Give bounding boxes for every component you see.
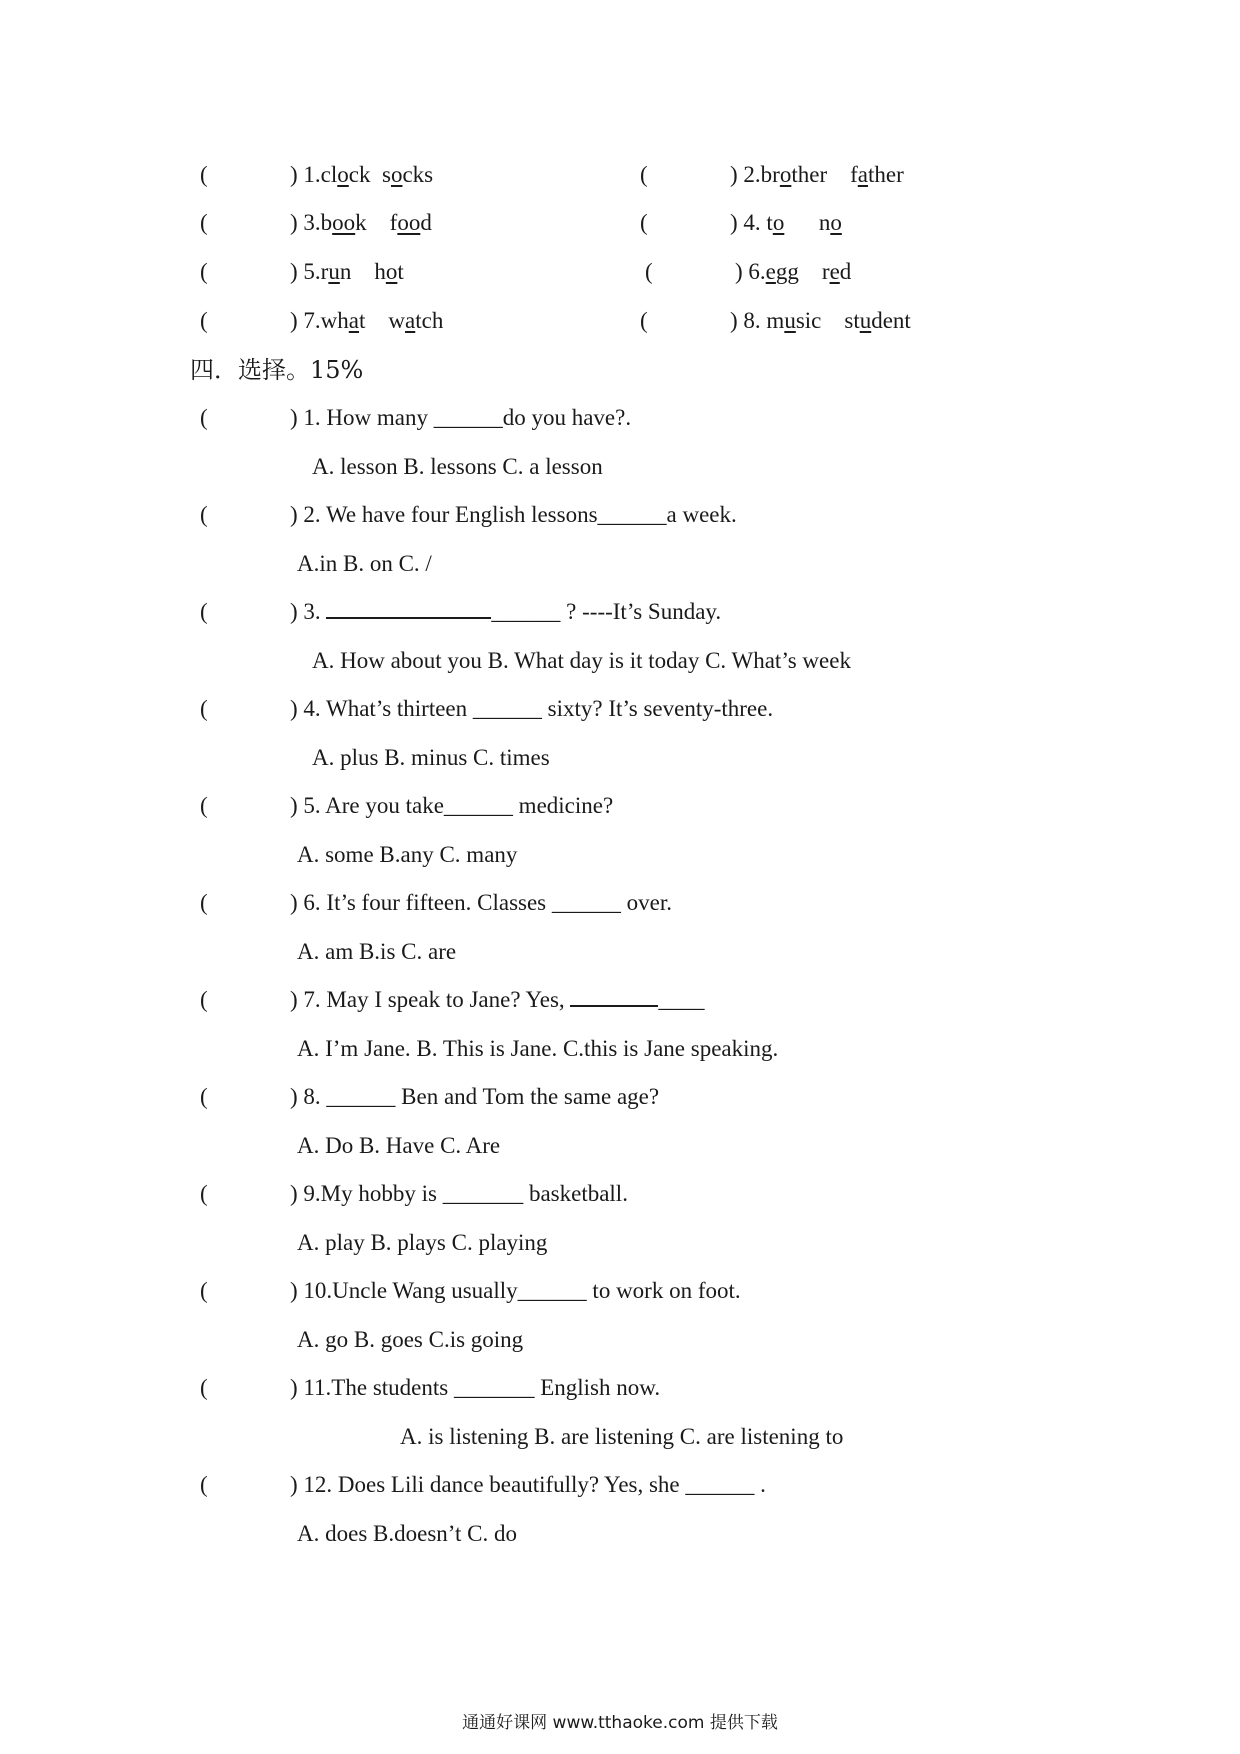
question-3: ) 3. ______ ? ----It’s Sunday. — [290, 599, 722, 624]
footer-credit: 通通好课网 www.tthaoke.com 提供下载 — [462, 1713, 778, 1733]
options-4: A. plus B. minus C. times — [312, 745, 550, 770]
question-6: ) 6. It’s four fifteen. Classes ______ over. — [290, 890, 672, 915]
pair-item-6: ) 6.egg red — [735, 259, 852, 284]
pair-item-4: ) 4. to no — [730, 210, 842, 235]
options-7: A. I’m Jane. B. This is Jane. C.this is Jane speaking. — [297, 1036, 779, 1061]
answer-paren-4: ( — [640, 210, 648, 235]
pair-item-7: ) 7.what watch — [290, 308, 444, 333]
pair-item-1: ) 1.clock socks — [290, 162, 434, 187]
question-paren: ( — [200, 793, 208, 818]
question-paren: ( — [200, 1375, 208, 1400]
pair-item-2: ) 2.brother father — [730, 162, 904, 187]
answer-paren-6: ( — [645, 259, 653, 284]
question-4: ) 4. What’s thirteen ______ sixty? It’s seventy-three. — [290, 696, 774, 721]
question-10: ) 10.Uncle Wang usually______ to work on foot. — [290, 1278, 741, 1303]
question-paren: ( — [200, 696, 208, 721]
question-2: ) 2. We have four English lessons______a week. — [290, 502, 737, 527]
question-paren: ( — [200, 1472, 208, 1497]
options-2: A.in B. on C. / — [297, 551, 432, 576]
question-paren: ( — [200, 599, 208, 624]
options-9: A. play B. plays C. playing — [297, 1230, 548, 1255]
question-paren: ( — [200, 1181, 208, 1206]
question-12: ) 12. Does Lili dance beautifully? Yes, she ______ . — [290, 1472, 766, 1497]
answer-paren-8: ( — [640, 308, 648, 333]
answer-paren-1: ( — [200, 162, 208, 187]
question-paren: ( — [200, 405, 208, 430]
options-11: A. is listening B. are listening C. are listening to — [400, 1424, 844, 1449]
options-6: A. am B.is C. are — [297, 939, 457, 964]
question-1: ) 1. How many ______do you have?. — [290, 405, 632, 430]
question-9: ) 9.My hobby is _______ basketball. — [290, 1181, 628, 1206]
answer-paren-3: ( — [200, 210, 208, 235]
question-8: ) 8. ______ Ben and Tom the same age? — [290, 1084, 660, 1109]
pair-item-5: ) 5.run hot — [290, 259, 404, 284]
options-8: A. Do B. Have C. Are — [297, 1133, 501, 1158]
pair-item-3: ) 3.book food — [290, 210, 432, 235]
section-title: 四．选择。15% — [190, 356, 364, 384]
question-5: ) 5. Are you take______ medicine? — [290, 793, 614, 818]
question-11: ) 11.The students _______ English now. — [290, 1375, 661, 1400]
answer-blank — [326, 597, 491, 619]
question-paren: ( — [200, 890, 208, 915]
options-3: A. How about you B. What day is it today C. What’s week — [312, 648, 851, 673]
question-paren: ( — [200, 1084, 208, 1109]
answer-blank — [570, 985, 658, 1007]
options-1: A. lesson B. lessons C. a lesson — [312, 454, 603, 479]
options-10: A. go B. goes C.is going — [297, 1327, 524, 1352]
options-5: A. some B.any C. many — [297, 842, 518, 867]
answer-paren-5: ( — [200, 259, 208, 284]
answer-paren-7: ( — [200, 308, 208, 333]
question-paren: ( — [200, 1278, 208, 1303]
pair-item-8: ) 8. music student — [730, 308, 911, 333]
answer-paren-2: ( — [640, 162, 648, 187]
question-7: ) 7. May I speak to Jane? Yes, ____ — [290, 987, 705, 1012]
options-12: A. does B.doesn’t C. do — [297, 1521, 517, 1546]
question-paren: ( — [200, 987, 208, 1012]
question-paren: ( — [200, 502, 208, 527]
